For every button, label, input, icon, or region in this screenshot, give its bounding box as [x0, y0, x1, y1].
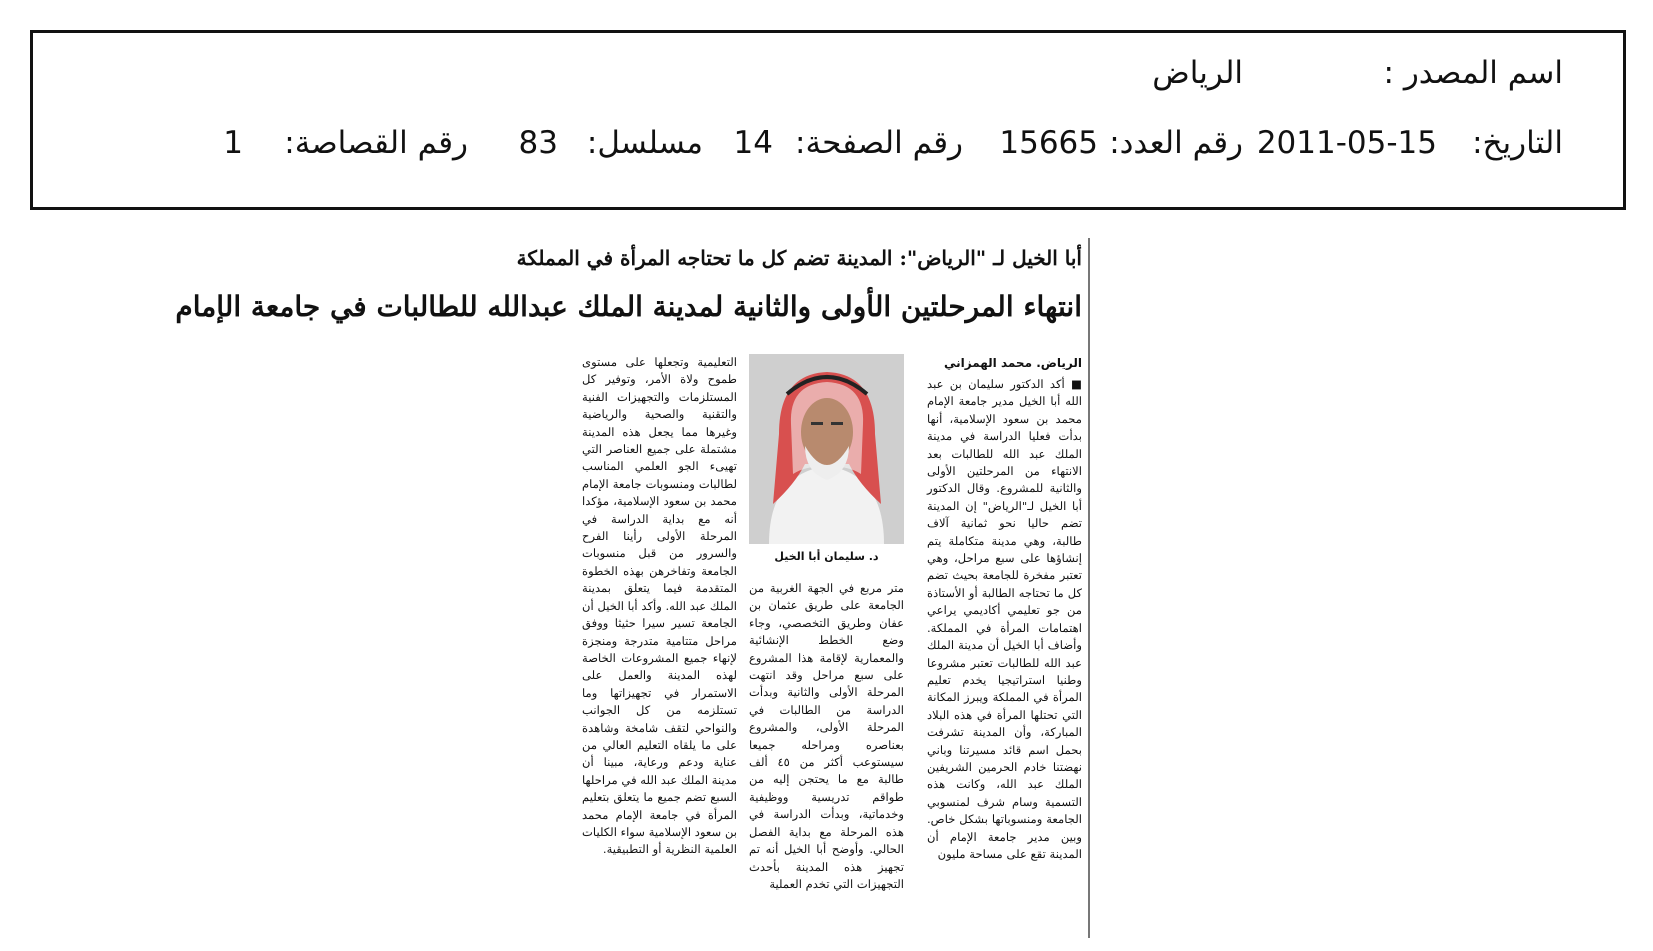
page-label: رقم الصفحة:: [795, 125, 963, 161]
clip-value: 1: [223, 125, 243, 161]
article-column-2: متر مربع في الجهة الغربية من الجامعة على طريق عثمان بن عفان وطريق التخصصي، وجاء وضع الخطط الإنشائية والمعمارية لإقامة هذا المشروع على سبع مراحل وقد انتهت المرحلة الأولى والثانية وبدأت الدراسة من الطالبات في المرحلة الأولى، والمشروع بعناصره ومراحله جميعا سيستوعب أكثر من ٤٥ ألف طالبة مع ما يحتجن إليه من طواقم تدريسية ووظيفية وخدماتية، وبدأت الدراسة في هذه المرحلة مع بداية الفصل الحالي. وأوضح أبا الخيل أنه تم تجهيز هذه المدينة بأحدث التجهيزات التي تخدم العملية: [749, 581, 904, 891]
article-byline: الرياض. محمد الهمزاني: [943, 356, 1082, 370]
article-kicker: أبا الخيل لـ "الرياض": المدينة تضم كل ما تحتاجه المرأة في المملكة: [516, 246, 1082, 270]
clip-label: رقم القصاصة:: [284, 125, 468, 161]
serial-label: مسلسل:: [586, 125, 703, 161]
issue-value: 15665: [999, 125, 1098, 161]
date-value: 2011-05-15: [1256, 125, 1437, 161]
article-headline: انتهاء المرحلتين الأولى والثانية لمدينة الملك عبدالله للطالبات في جامعة الإمام: [175, 290, 1082, 323]
article-column-1: ■ أكد الدكتور سليمان بن عبد الله أبا الخيل مدير جامعة الإمام محمد بن سعود الإسلامية، أنها بدأت فعليا الدراسة في مدينة الملك عبد الله للطالبات بعد الانتهاء من المرحلتين الأولى والثانية للمشروع. وقال الدكتور أبا الخيل لـ"الرياض" إن المدينة تضم حاليا نحو ثمانية آلاف طالبة، وهي مدينة متكاملة يتم إنشاؤها على سبع مراحل، وهي تعتبر مفخرة للجامعة بحيث تضم كل ما تحتاجه الطالبة أو الأستاذة من جو تعليمي أكاديمي يراعي اهتمامات المرأة في المملكة. وأضاف أبا الخيل أن مدينة الملك عبد الله للطالبات تعتبر مشروعا وطنيا استراتيجيا يخدم تعليم المرأة في المملكة ويبرز المكانة التي تحتلها المرأة في هذه البلاد المباركة، وأن المدينة تشرفت بحمل اسم قائد مسيرتنا وباني نهضتنا خادم الحرمين الشريفين الملك عبد الله، وكانت هذه التسمية وسام شرف لمنسوبي الجامعة ومنسوباتها بشكل خاص. وبين مدير جامعة الإمام أن المدينة تقع على مساحة مليون: [927, 377, 1082, 861]
page-value: 14: [733, 125, 773, 161]
source-label: اسم المصدر :: [1383, 55, 1563, 91]
clipping-edge: [1088, 238, 1090, 938]
portrait-photo-icon: [749, 354, 904, 544]
article-column-3: التعليمية وتجعلها على مستوى طموح ولاة الأمر، وتوفير كل المستلزمات والتجهيزات الفنية والتقنية والصحية والرياضية وغيرها مما يجعل هذه المدينة مشتملة على جميع العناصر التي تهيىء الجو العلمي المناسب لطالبات ومنسوبات جامعة الإمام محمد بن سعود الإسلامية، مؤكدا أنه مع بداية الدراسة في المرحلة الأولى رأينا الفرح والسرور من قبل منسوبات الجامعة وتفاخرهن بهذه الخطوة المتقدمة فيما يتعلق بمدينة الملك عبد الله. وأكد أبا الخيل أن الجامعة تسير سيرا حثيثا ووفق مراحل متتامية متدرجة ومنجزة لإنهاء جميع المشروعات الخاصة لهذه المدينة والعمل على الاستمرار في تجهيزاتها وما تستلزمه من كل الجوانب والنواحي لتقف شامخة وشاهدة على ما يلقاه التعليم العالي من عناية ودعم ورعاية، مبينا أن مدينة الملك عبد الله في مراحلها السبع تضم جميع ما يتعلق بتعليم المرأة في جامعة الإمام محمد بن سعود الإسلامية سواء الكليات العلمية النظرية أو التطبيقية.: [582, 355, 737, 857]
serial-value: 83: [518, 125, 558, 161]
document-header: [30, 30, 1626, 210]
newspaper-clipping: [175, 238, 1090, 938]
photo-caption: د. سليمان أبا الخيل: [774, 550, 879, 563]
date-label: التاريخ:: [1472, 125, 1563, 161]
source-value: الرياض: [1152, 55, 1243, 91]
issue-label: رقم العدد:: [1109, 125, 1243, 161]
